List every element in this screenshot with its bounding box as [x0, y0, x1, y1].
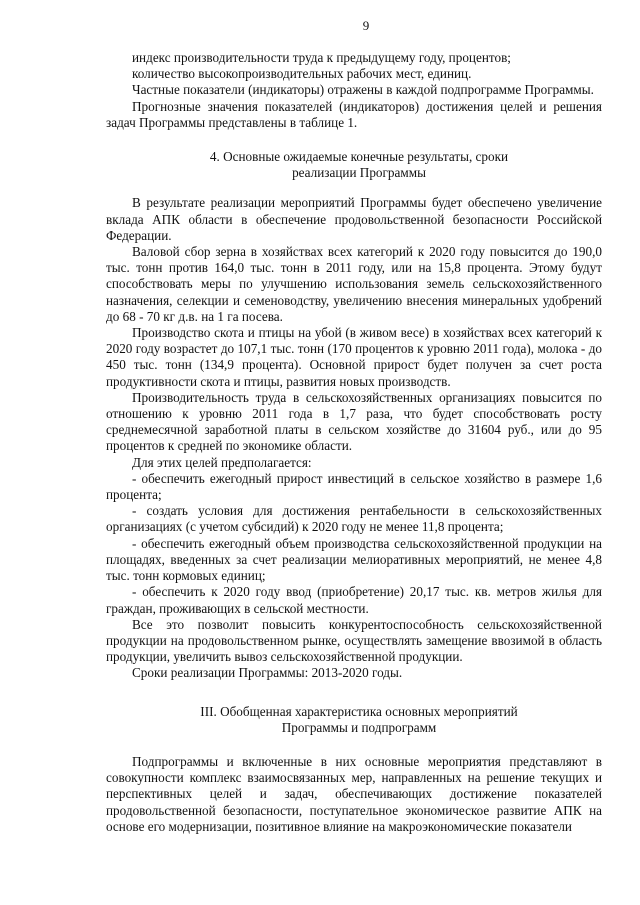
section-3-title-line-2: Программы и подпрограмм [281, 719, 437, 735]
section-4-paragraph: В результате реализации мероприятий Программы будет обеспечено увеличение вклада АПК области в обеспечение продовольственной безопасности Российской Федерации. [106, 195, 602, 243]
section-4-paragraph: Сроки реализации Программы: 2013-2020 годы. [132, 665, 403, 681]
section-4-heading [106, 149, 602, 181]
intro-paragraph-forecast: Прогнозные значения показателей (индикаторов) достижения целей и решения задач Программы представлены в таблице 1. [106, 98, 602, 130]
section-3-title-line-1: III. Обобщенная характеристика основных мероприятий [200, 703, 518, 719]
page-number: 9 [362, 18, 370, 33]
section-4-list-item: - обеспечить ежегодный объем производства сельскохозяйственной продукции на площадях, введенных за счет реализации мелиоративных мероприятий, не менее 4,8 тыс. тонн кормовых единиц; [106, 535, 602, 584]
section-4-list-item: - обеспечить к 2020 году ввод (приобретение) 20,17 тыс. кв. метров жилья для граждан, проживающих в сельской местности. [106, 584, 602, 616]
section-3-heading [106, 704, 602, 736]
section-4-paragraph: Все это позволит повысить конкурентоспособность сельскохозяйственной продукции на продовольственном рынке, осуществлять замещение ввозимой в область продукции, увеличить вывоз сельскохозяйственной продукции. [106, 616, 602, 665]
intro-line-1: индекс производительности труда к предыдущему году, процентов; [132, 50, 511, 65]
section-4-paragraph: Для этих целей предполагается: [132, 454, 312, 470]
section-4-paragraph: Производство скота и птицы на убой (в живом весе) в хозяйствах всех категорий к 2020 году возрастет до 107,1 тыс. тонн (170 процентов к уровню 2011 года), молока - до 450 тыс. тонн (134,9 процента). Основной прирост будет получен за счет роста продуктивности скота и птицы, развития новых производств. [106, 325, 602, 389]
intro-line-2: количество высокопроизводительных рабочих мест, единиц. [132, 66, 472, 82]
section-4-list-item: - создать условия для достижения рентабельности в сельскохозяйственных организациях (с учетом субсидий) к 2020 году не менее 11,8 процента; [106, 503, 602, 535]
section-4-list-item: - обеспечить ежегодный прирост инвестиций в сельское хозяйство в размере 1,6 процента; [106, 470, 602, 503]
section-4-paragraph: Производительность труда в сельскохозяйственных организациях повысится по отношению к уровню 2011 года в 1,7 раза, что будет способствовать росту среднемесячной заработной платы в сельском хозяйстве до 31604 руб., или до 95 процентов к средней по экономике области. [106, 389, 602, 454]
intro-paragraph-indicators: Частные показатели (индикаторы) отражены в каждой подпрограмме Программы. [132, 82, 594, 98]
section-4-title-line-2: реализации Программы [292, 165, 426, 181]
section-4-paragraph: Валовой сбор зерна в хозяйствах всех категорий к 2020 году повысится до 190,0 тыс. тонн против 164,0 тыс. тонн в 2011 году, или на 15,8 процента. Этому будут способствовать меры по улучшению использования земель сельскохозяйственного назначения, селекции и семеноводству, увеличению внесения минеральных удобрений до 68 - 70 кг д.в. на 1 га посева. [106, 244, 602, 324]
section-4-title-line-1: 4. Основные ожидаемые конечные результаты, сроки [209, 149, 509, 165]
section-3-paragraph: Подпрограммы и включенные в них основные мероприятия представляют в совокупности комплекс взаимосвязанных мер, направленных на решение текущих и перспективных целей и задач, обеспечивающих достижение показателей продовольственной безопасности, поступательное экономическое развитие АПК на основе его модернизации, позитивное влияние на макроэкономические показатели [106, 753, 602, 834]
